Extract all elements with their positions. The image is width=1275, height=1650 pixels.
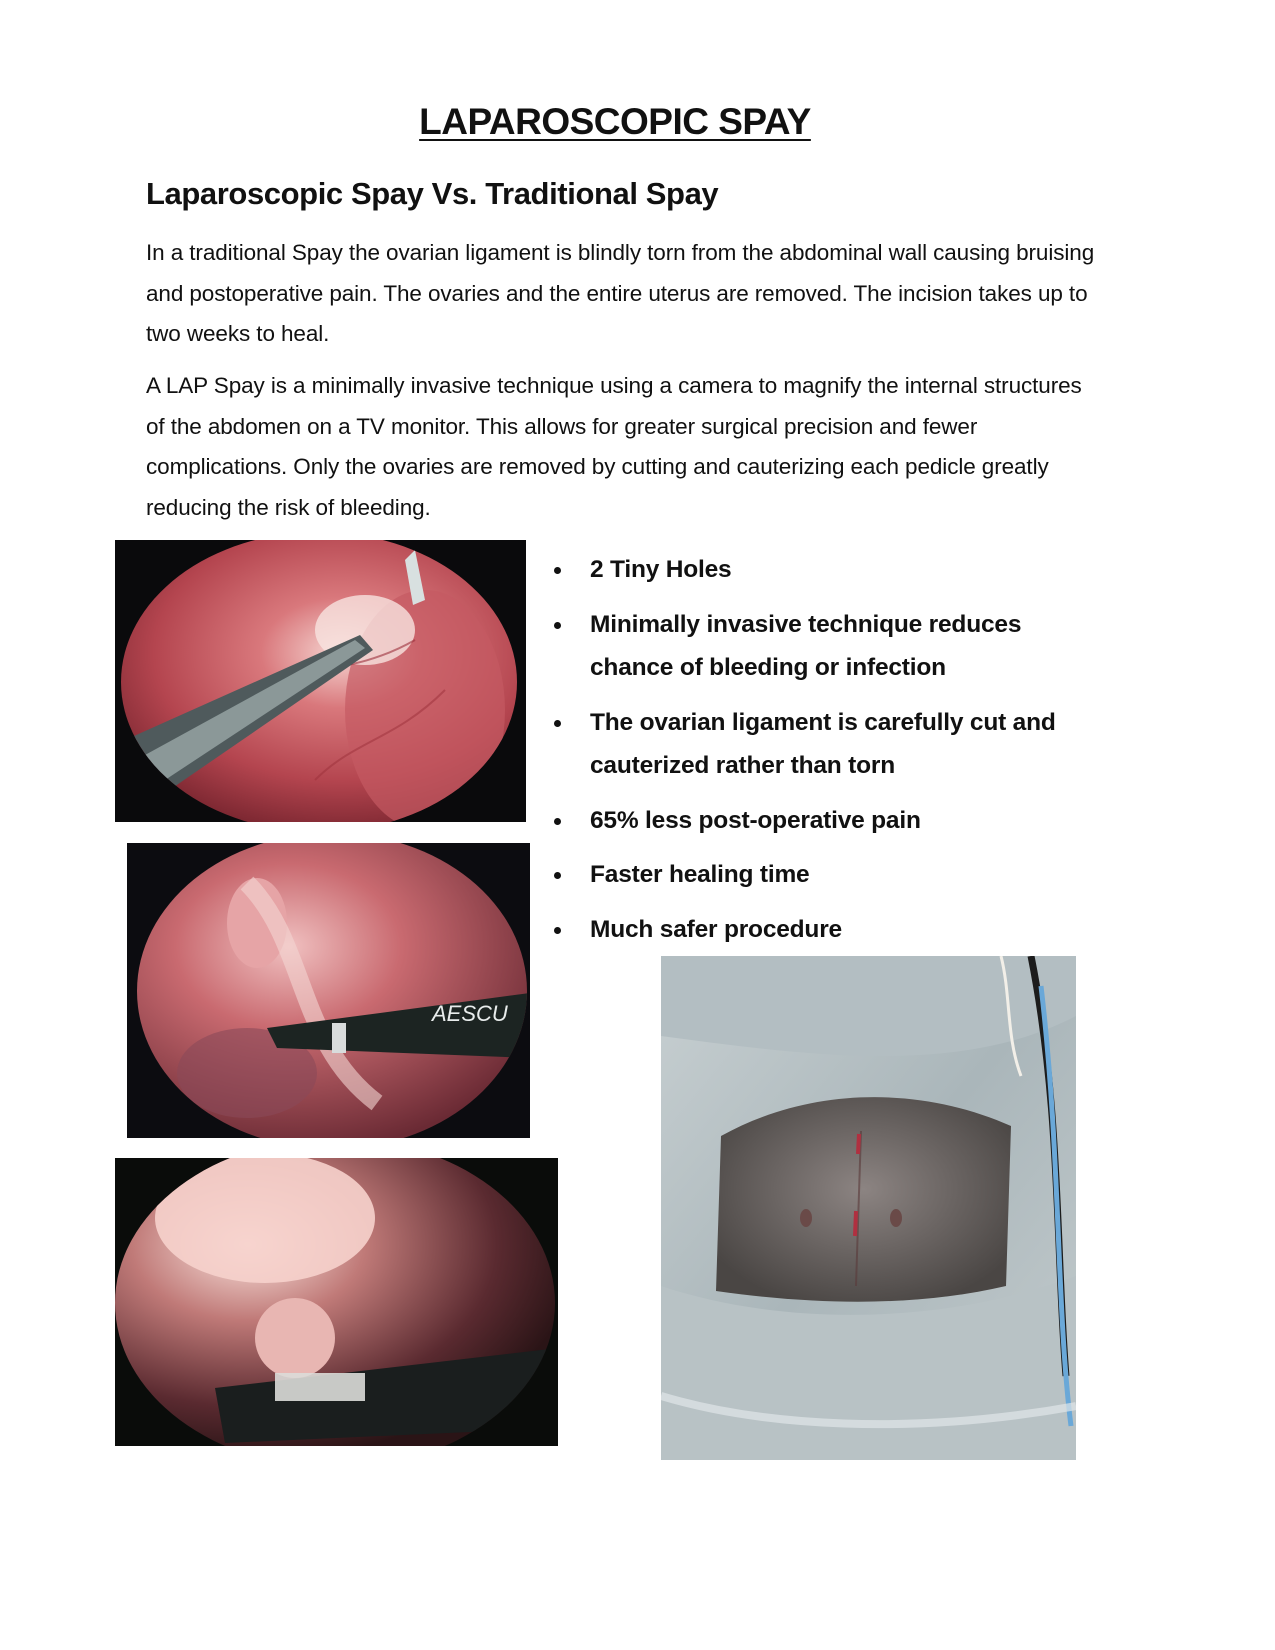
list-item: [550, 603, 1090, 690]
list-item-text: 65% less post-operative pain: [590, 806, 921, 834]
list-item-text: Minimally invasive technique reduces chance of bleeding or infection: [590, 610, 1022, 681]
bullet-icon: [554, 567, 561, 574]
page-title: LAPAROSCOPIC SPAY: [419, 101, 811, 142]
paragraph-lap-spay: A LAP Spay is a minimally invasive technique using a camera to magnify the internal structures of the abdomen on a TV monitor. This allows for greater surgical precision and fewer complications. Only the ovaries are removed by cutting and cauterizing each pedicle greatly reducing the risk of bleeding.: [146, 373, 1082, 520]
laparoscopic-photo-forceps: [115, 540, 526, 822]
list-item: [550, 701, 1090, 788]
benefits-list: [550, 548, 1090, 962]
list-item-text: The ovarian ligament is carefully cut and cauterized rather than torn: [590, 708, 1056, 779]
bullet-icon: [554, 720, 561, 727]
bullet-icon: [554, 927, 561, 934]
laparoscopic-photo-ovary: [115, 1158, 558, 1446]
list-item: [550, 548, 1090, 592]
list-item-text: Faster healing time: [590, 861, 810, 888]
bullet-icon: [554, 622, 561, 629]
list-item-text: Much safer procedure: [590, 915, 842, 943]
list-item: [550, 799, 1090, 843]
list-item: [550, 908, 1090, 952]
list-item: [550, 853, 1090, 897]
section-heading: Laparoscopic Spay Vs. Traditional Spay: [146, 176, 719, 211]
bullet-icon: [554, 872, 561, 879]
bullet-icon: [554, 818, 561, 825]
abdomen-incisions-photo: [661, 956, 1076, 1460]
list-item-text: 2 Tiny Holes: [590, 556, 732, 583]
instrument-brand-text: AESCU: [432, 1001, 508, 1026]
paragraph-traditional-spay: In a traditional Spay the ovarian ligament is blindly torn from the abdominal wall causing bruising and postoperative pain. The ovaries and the entire uterus are removed. The incision takes up to two weeks to heal.: [146, 240, 1095, 346]
laparoscopic-photo-instrument: [127, 843, 530, 1138]
